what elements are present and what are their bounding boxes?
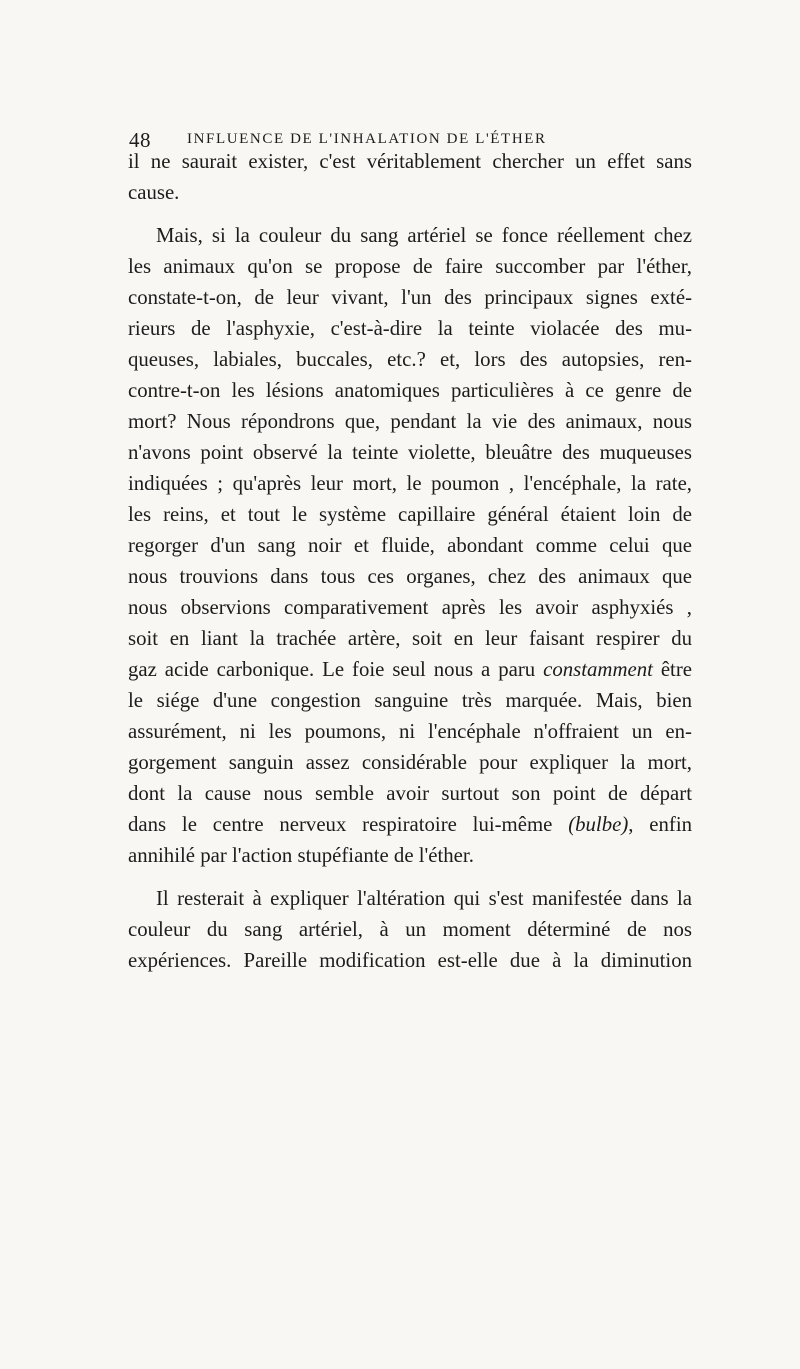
text-segment: dans le centre nerveux respiratoire lui-même [128, 813, 553, 836]
text-segment: , enfin [628, 813, 692, 836]
text-line: constate-t-on, de leur vivant, l'un des principaux signes exté- [128, 286, 692, 309]
text-line: les animaux qu'on se propose de faire succomber par l'éther, [128, 255, 692, 278]
text-line: soit en liant la trachée artère, soit en leur faisant respirer du [128, 627, 692, 650]
text-line: le siége d'une congestion sanguine très marquée. Mais, bien [128, 689, 692, 712]
text-line: expériences. Pareille modification est-elle due à la diminution [128, 949, 692, 972]
text-line-with-italic [128, 809, 692, 840]
text-line: dont la cause nous semble avoir surtout son point de départ [128, 782, 692, 805]
text-line: nous observions comparativement après les avoir asphyxiés , [128, 596, 692, 619]
text-line: queuses, labiales, buccales, etc.? et, lors des autopsies, ren- [128, 348, 692, 371]
text-line: les reins, et tout le système capillaire général étaient loin de [128, 503, 692, 526]
text-line: il ne saurait exister, c'est véritablement chercher un effet sans [128, 150, 692, 173]
text-line: Mais, si la couleur du sang artériel se fonce réellement chez [156, 224, 692, 247]
page-number: 48 [129, 128, 151, 152]
text-line: nous trouvions dans tous ces organes, chez des animaux que [128, 565, 692, 588]
text-line: Il resterait à expliquer l'altération qui s'est manifestée dans la [156, 887, 692, 910]
text-line-with-italic [128, 654, 692, 685]
text-line: gorgement sanguin assez considérable pour expliquer la mort, [128, 751, 692, 774]
italic-word: constamment [543, 658, 653, 681]
text-line: couleur du sang artériel, à un moment déterminé de nos [128, 918, 692, 941]
text-line: regorger d'un sang noir et fluide, abondant comme celui que [128, 534, 692, 557]
text-line: n'avons point observé la teinte violette, bleuâtre des muqueuses [128, 441, 692, 464]
text-line: annihilé par l'action stupéfiante de l'éther. [128, 844, 474, 867]
text-segment: être [660, 658, 692, 681]
paragraph-1 [128, 146, 692, 208]
running-title: INFLUENCE DE L'INHALATION DE L'ÉTHER [187, 131, 547, 147]
paragraph-2 [128, 220, 692, 871]
body-text [128, 146, 692, 976]
text-line: indiquées ; qu'après leur mort, le poumon , l'encéphale, la rate, [128, 472, 692, 495]
text-line: mort? Nous répondrons que, pendant la vie des animaux, nous [128, 410, 692, 433]
paragraph-3 [128, 883, 692, 976]
text-segment: gaz acide carbonique. Le foie seul nous a paru [128, 658, 536, 681]
text-line: rieurs de l'asphyxie, c'est-à-dire la teinte violacée des mu- [128, 317, 692, 340]
text-line: assurément, ni les poumons, ni l'encéphale n'offraient un en- [128, 720, 692, 743]
text-line: cause. [128, 181, 180, 204]
text-line: contre-t-on les lésions anatomiques particulières à ce genre de [128, 379, 692, 402]
italic-word: (bulbe) [568, 813, 629, 836]
